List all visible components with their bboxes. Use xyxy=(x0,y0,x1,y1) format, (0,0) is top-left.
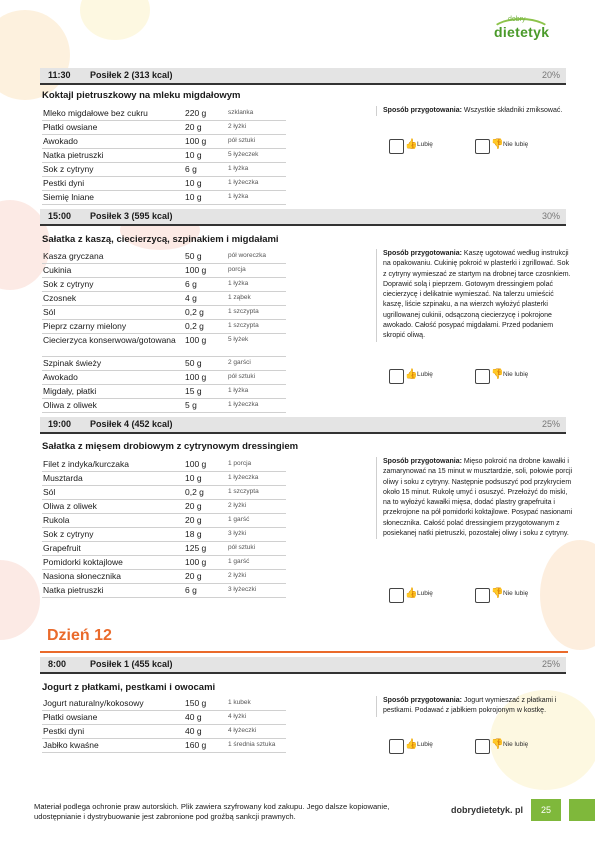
ingredient-measure: 1 szczypta xyxy=(228,308,259,315)
preparation-text xyxy=(376,249,573,342)
ingredient-row xyxy=(42,399,286,413)
preparation-body: Kaszę ugotować według instrukcji na opakowaniu. Cukinię pokroić w plasterki i zgrillować. Sok z cytryny wymieszać ze startym na drobnej tarce czosnkiem. Doprawić solą i pieprzem. Gotowym dressingiem polać ciecierzycę i delikatnie wymieszać. Na talerzu umieścić kaszę, liście szpinaku, a na wierzch wyłożyć plasterki ugrillowanej cukinii, odsączoną ciecierzycę i pokrojone awokado. Całość posypać migdałami. Przed podaniem skropić oliwą. xyxy=(383,250,571,340)
ingredient-name: Czosnek xyxy=(43,293,77,303)
background-orange xyxy=(0,10,70,100)
ingredient-row xyxy=(42,385,286,399)
preparation-text xyxy=(376,106,573,116)
ingredient-amount: 100 g xyxy=(185,335,207,345)
ingredient-measure: 1 łyżeczka xyxy=(228,474,259,481)
ingredient-name: Sok z cytryny xyxy=(43,164,94,174)
checkbox-box[interactable] xyxy=(475,588,490,603)
preparation-body: Mięso pokroić na drobne kawałki i zamarynować na 15 minut w musztardzie, soli, połowie porcji oliwy i soku z cytryny. Następnie podsuszyć pod przykryciem około 15 minut. Rukolę umyć i osuszyć. Przełożyć do miski, na to wyłożyć kawałki mięsa, dodać plastry grapefruita i przekrojone na pół pomidorki koktajlowe. Posypać nasionami słonecznika. Całość polać dressingiem przygotowanym z posiekanej natki pietruszki, pozostałej oliwy i soku z cytryny. xyxy=(383,458,573,538)
ingredients-table xyxy=(42,697,286,753)
ingredient-name: Płatki owsiane xyxy=(43,122,98,132)
ingredient-row xyxy=(42,163,286,177)
ingredient-row xyxy=(42,334,286,357)
preparation-label: Sposób przygotowania: xyxy=(383,697,462,704)
ingredient-measure: 1 łyżka xyxy=(228,280,249,287)
ingredient-row xyxy=(42,697,286,711)
ingredient-name: Ciecierzyca konserwowa/gotowana xyxy=(43,335,176,345)
ingredient-row xyxy=(42,458,286,472)
ingredient-name: Filet z indyka/kurczaka xyxy=(43,459,129,469)
ingredient-row xyxy=(42,121,286,135)
ingredient-amount: 18 g xyxy=(185,529,202,539)
ingredient-name: Awokado xyxy=(43,136,78,146)
like-label: Lubię xyxy=(417,371,433,378)
ingredient-name: Jabłko kwaśne xyxy=(43,740,99,750)
ingredient-amount: 10 g xyxy=(185,178,202,188)
like-label: Lubię xyxy=(417,141,433,148)
dislike-label: Nie lubię xyxy=(503,141,529,148)
ingredient-amount: 0,2 g xyxy=(185,321,204,331)
ingredient-amount: 10 g xyxy=(185,473,202,483)
ingredient-row xyxy=(42,725,286,739)
ingredient-name: Pomidorki koktajlowe xyxy=(43,557,123,567)
thumbs-up-icon: 👍 xyxy=(405,739,418,750)
dislike-label: Nie lubię xyxy=(503,590,529,597)
dish-title: Sałatka z mięsem drobiowym z cytrynowym dressingiem xyxy=(42,441,299,452)
ingredient-measure: 4 łyżeczki xyxy=(228,727,257,734)
meal-percent: 25% xyxy=(541,419,560,429)
footer-bar xyxy=(569,799,595,821)
dish-title: Koktajl pietruszkowy na mleku migdałowym xyxy=(42,90,241,101)
ingredient-row xyxy=(42,542,286,556)
page-number: 25 xyxy=(531,799,561,821)
ingredient-measure: 2 łyżki xyxy=(228,123,247,130)
thumbs-up-icon: 👍 xyxy=(405,588,418,599)
logo-small-text: dobry xyxy=(508,16,526,23)
preparation-body: Wszystkie składniki zmiksować. xyxy=(463,107,563,114)
background-grapefruit xyxy=(0,560,40,640)
meal-name: Posiłek 1 (455 kcal) xyxy=(90,659,173,669)
ingredient-amount: 20 g xyxy=(185,571,202,581)
checkbox-box[interactable] xyxy=(389,739,404,754)
ingredient-name: Mleko migdałowe bez cukru xyxy=(43,108,148,118)
ingredient-name: Awokado xyxy=(43,372,78,382)
ingredient-amount: 50 g xyxy=(185,251,202,261)
ingredient-amount: 5 g xyxy=(185,400,197,410)
thumbs-down-icon: 👎 xyxy=(491,139,504,150)
ingredient-measure: 1 ząbek xyxy=(228,294,251,301)
ingredient-amount: 0,2 g xyxy=(185,307,204,317)
ingredient-row xyxy=(42,584,286,598)
ingredient-name: Rukola xyxy=(43,515,70,525)
ingredients-table xyxy=(42,107,286,205)
ingredient-measure: 5 łyżeczek xyxy=(228,151,259,158)
ingredient-row xyxy=(42,107,286,121)
ingredient-amount: 160 g xyxy=(185,740,207,750)
ingredient-measure: 1 garść xyxy=(228,516,250,523)
checkbox-box[interactable] xyxy=(389,139,404,154)
ingredient-row xyxy=(42,306,286,320)
ingredient-amount: 100 g xyxy=(185,372,207,382)
meal-time: 11:30 xyxy=(48,70,71,80)
background-orange xyxy=(540,540,595,650)
meal-name: Posiłek 3 (595 kcal) xyxy=(90,211,173,221)
ingredient-measure: 1 garść xyxy=(228,558,250,565)
ingredient-amount: 100 g xyxy=(185,557,207,567)
ingredient-row xyxy=(42,486,286,500)
ingredient-name: Oliwa z oliwek xyxy=(43,400,97,410)
logo-text: dietetyk xyxy=(494,24,550,40)
checkbox-box[interactable] xyxy=(389,588,404,603)
meal-name: Posiłek 4 (452 kcal) xyxy=(90,419,173,429)
ingredient-measure: porcja xyxy=(228,266,246,273)
ingredient-amount: 125 g xyxy=(185,543,207,553)
dislike-label: Nie lubię xyxy=(503,741,529,748)
ingredient-name: Sok z cytryny xyxy=(43,279,94,289)
ingredient-amount: 100 g xyxy=(185,459,207,469)
ingredient-amount: 6 g xyxy=(185,164,197,174)
ingredient-amount: 10 g xyxy=(185,192,202,202)
logo xyxy=(488,14,558,50)
thumbs-down-icon: 👎 xyxy=(491,739,504,750)
footer-site: dobrydietetyk. pl xyxy=(451,805,524,815)
ingredient-name: Migdały, płatki xyxy=(43,386,97,396)
preparation-body: Jogurt wymieszać z płatkami i pestkami. Podawać z jabłkiem pokrojonym w kostkę. xyxy=(383,697,557,715)
ingredient-row xyxy=(42,500,286,514)
ingredient-amount: 4 g xyxy=(185,293,197,303)
ingredient-row xyxy=(42,264,286,278)
ingredient-measure: 3 łyżki xyxy=(228,530,247,537)
ingredient-row xyxy=(42,472,286,486)
ingredient-measure: pół woreczka xyxy=(228,252,266,259)
meal-time: 8:00 xyxy=(48,659,67,669)
ingredient-amount: 6 g xyxy=(185,279,197,289)
day-title: Dzień 12 xyxy=(47,627,112,644)
ingredient-name: Szpinak świeży xyxy=(43,358,102,368)
thumbs-down-icon: 👎 xyxy=(491,369,504,380)
ingredient-measure: 1 porcja xyxy=(228,460,252,467)
meal-time: 15:00 xyxy=(48,211,72,221)
like-label: Lubię xyxy=(417,590,433,597)
ingredient-row xyxy=(42,570,286,584)
ingredient-row xyxy=(42,149,286,163)
ingredient-name: Oliwa z oliwek xyxy=(43,501,97,511)
like-label: Lubię xyxy=(417,741,433,748)
ingredient-measure: pół sztuki xyxy=(228,137,256,144)
preparation-text xyxy=(376,457,573,539)
ingredient-measure: pół sztuki xyxy=(228,544,256,551)
ingredient-row xyxy=(42,191,286,205)
preparation-label: Sposób przygotowania: xyxy=(383,107,462,114)
ingredient-name: Natka pietruszki xyxy=(43,150,104,160)
dish-title: Jogurt z płatkami, pestkami i owocami xyxy=(42,682,216,693)
ingredient-amount: 50 g xyxy=(185,358,202,368)
meal-time: 19:00 xyxy=(48,419,72,429)
ingredient-row xyxy=(42,135,286,149)
ingredient-row xyxy=(42,177,286,191)
meal-header xyxy=(40,657,566,674)
ingredient-measure: 1 średnia sztuka xyxy=(228,741,276,748)
ingredient-row xyxy=(42,528,286,542)
ingredient-amount: 20 g xyxy=(185,122,202,132)
ingredient-row xyxy=(42,514,286,528)
ingredient-row xyxy=(42,250,286,264)
ingredient-measure: 2 łyżki xyxy=(228,572,247,579)
ingredient-measure: 1 szczypta xyxy=(228,488,259,495)
ingredient-amount: 100 g xyxy=(185,136,207,146)
ingredient-name: Jogurt naturalny/kokosowy xyxy=(43,698,144,708)
thumbs-up-icon: 👍 xyxy=(405,369,418,380)
ingredient-amount: 20 g xyxy=(185,501,202,511)
ingredient-amount: 0,2 g xyxy=(185,487,204,497)
ingredient-measure: 1 łyżka xyxy=(228,165,249,172)
ingredient-measure: 5 łyżek xyxy=(228,336,249,343)
ingredient-name: Siemię lniane xyxy=(43,192,95,202)
ingredient-name: Natka pietruszki xyxy=(43,585,104,595)
ingredient-row xyxy=(42,711,286,725)
ingredient-row xyxy=(42,357,286,371)
ingredient-name: Kasza gryczana xyxy=(43,251,104,261)
ingredient-name: Pieprz czarny mielony xyxy=(43,321,127,331)
thumbs-up-icon: 👍 xyxy=(405,139,418,150)
ingredient-measure: 3 łyżeczki xyxy=(228,586,257,593)
ingredient-row xyxy=(42,371,286,385)
thumbs-down-icon: 👎 xyxy=(491,588,504,599)
ingredient-amount: 10 g xyxy=(185,150,202,160)
ingredient-name: Płatki owsiane xyxy=(43,712,98,722)
ingredient-measure: 4 łyżki xyxy=(228,713,247,720)
meal-name: Posiłek 2 (313 kcal) xyxy=(90,70,173,80)
ingredient-row xyxy=(42,278,286,292)
background-lemon xyxy=(80,0,150,40)
ingredient-amount: 220 g xyxy=(185,108,207,118)
ingredient-amount: 15 g xyxy=(185,386,202,396)
ingredient-name: Sok z cytryny xyxy=(43,529,94,539)
meal-percent: 30% xyxy=(541,211,560,221)
ingredient-row xyxy=(42,739,286,753)
checkbox-box[interactable] xyxy=(475,369,490,384)
ingredient-name: Pestki dyni xyxy=(43,178,85,188)
ingredient-name: Grapefruit xyxy=(43,543,81,553)
dish-title: Sałatka z kaszą, ciecierzycą, szpinakiem i migdałami xyxy=(42,234,279,245)
preparation-text xyxy=(376,696,573,717)
checkbox-box[interactable] xyxy=(475,739,490,754)
ingredient-amount: 150 g xyxy=(185,698,207,708)
ingredient-measure: szklanka xyxy=(228,109,254,116)
ingredient-amount: 6 g xyxy=(185,585,197,595)
ingredient-name: Pestki dyni xyxy=(43,726,85,736)
ingredient-row xyxy=(42,556,286,570)
ingredient-name: Sól xyxy=(43,487,56,497)
ingredient-row xyxy=(42,320,286,334)
ingredient-name: Nasiona słonecznika xyxy=(43,571,121,581)
ingredient-amount: 20 g xyxy=(185,515,202,525)
meal-percent: 25% xyxy=(541,659,560,669)
ingredient-measure: pół sztuki xyxy=(228,373,256,380)
ingredient-name: Musztarda xyxy=(43,473,83,483)
ingredient-amount: 100 g xyxy=(185,265,207,275)
ingredient-name: Sól xyxy=(43,307,56,317)
ingredient-measure: 1 łyżeczka xyxy=(228,179,259,186)
checkbox-box[interactable] xyxy=(389,369,404,384)
ingredient-amount: 40 g xyxy=(185,726,202,736)
ingredients-table xyxy=(42,458,286,598)
ingredient-measure: 1 łyżka xyxy=(228,387,249,394)
copyright-notice: Materiał podlega ochronie praw autorskich. Plik zawiera szyfrowany kod zakupu. Jego dalsze kopiowanie, udostępnianie i dystrybuowanie jest zabronione pod groźbą sankcji prawnych. xyxy=(34,802,390,821)
day-divider xyxy=(40,651,568,653)
ingredient-measure: 1 łyżeczka xyxy=(228,401,259,408)
ingredient-measure: 1 kubek xyxy=(228,699,251,706)
ingredient-measure: 1 łyżka xyxy=(228,193,249,200)
ingredients-table xyxy=(42,250,286,413)
meal-header xyxy=(40,68,566,85)
ingredient-amount: 40 g xyxy=(185,712,202,722)
meal-header xyxy=(40,417,566,434)
ingredient-measure: 1 szczypta xyxy=(228,322,259,329)
meal-header xyxy=(40,209,566,226)
ingredient-row xyxy=(42,292,286,306)
meal-percent: 20% xyxy=(541,70,560,80)
ingredient-measure: 2 łyżki xyxy=(228,502,247,509)
ingredient-name: Cukinia xyxy=(43,265,72,275)
preparation-label: Sposób przygotowania: xyxy=(383,250,462,257)
dislike-label: Nie lubię xyxy=(503,371,529,378)
preparation-label: Sposób przygotowania: xyxy=(383,458,462,465)
checkbox-box[interactable] xyxy=(475,139,490,154)
ingredient-measure: 2 garści xyxy=(228,359,251,366)
